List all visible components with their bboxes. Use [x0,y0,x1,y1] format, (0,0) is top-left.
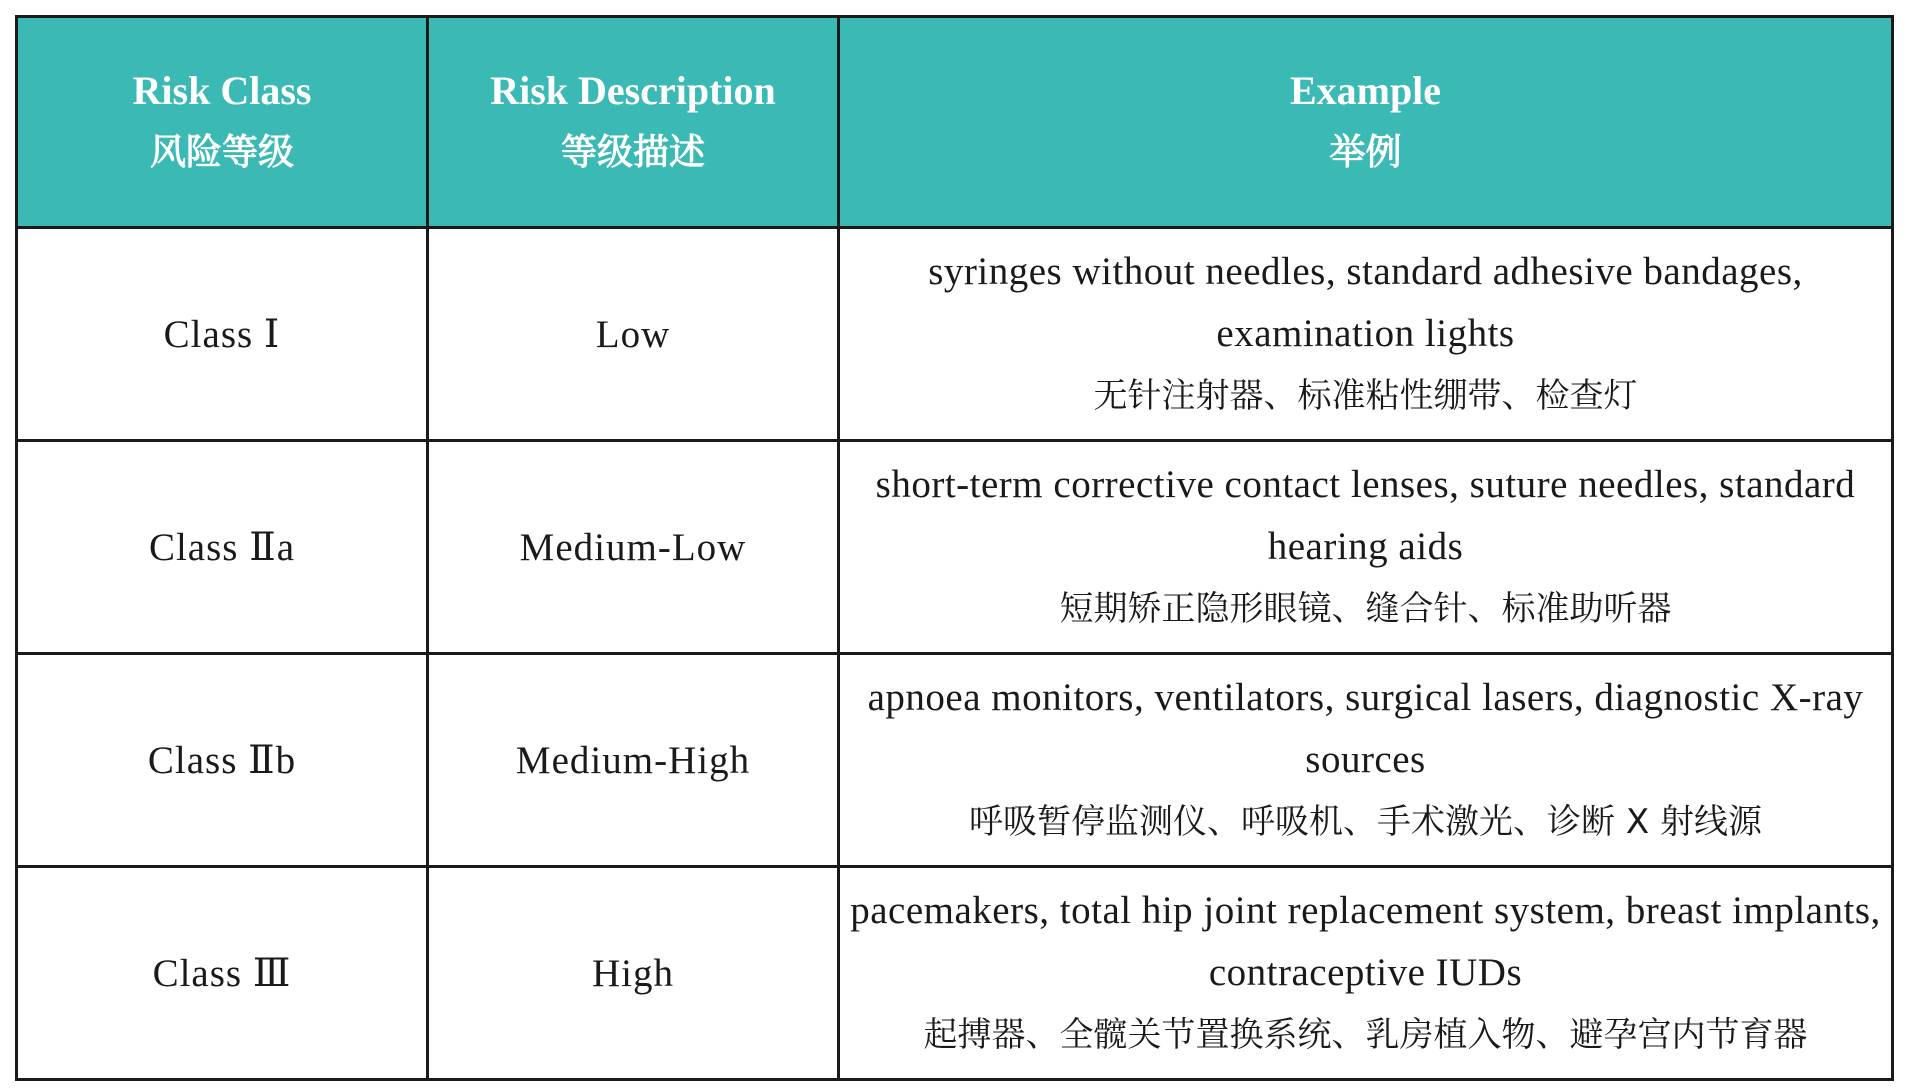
example-cell [839,228,1893,441]
risk-description-value: Medium-High [515,738,751,782]
risk-class-cell [17,867,428,1080]
header-risk-class-zh: 风险等级 [149,132,294,173]
example-en-text: syringes without needles, standard adhesive bandages, examination lights [928,250,1803,355]
risk-class-value: Class Ⅱa [148,525,296,569]
risk-class-cell [17,441,428,654]
table-row [17,228,1893,441]
table-header [17,17,1893,228]
risk-description-cell [428,867,839,1080]
example-zh-text: 呼吸暂停监测仪、呼吸机、手术激光、诊断 X 射线源 [969,802,1762,842]
risk-description-cell [428,654,839,867]
risk-class-table [15,15,1894,1081]
example-zh-text: 起搏器、全髋关节置换系统、乳房植入物、避孕宫内节育器 [923,1015,1808,1055]
header-row [17,17,1893,228]
example-cell [839,654,1893,867]
header-risk-class-en: Risk Class [132,68,312,113]
header-example-en: Example [1289,68,1442,113]
risk-description-value: Medium-Low [519,525,747,569]
example-zh-text: 短期矫正隐形眼镜、缝合针、标准助听器 [1059,589,1672,629]
table-body [17,228,1893,1080]
risk-class-value: Class Ⅲ [152,951,292,995]
example-en-text: pacemakers, total hip joint replacement system, breast implants, contraceptive IUDs [850,889,1881,994]
example-en-text: apnoea monitors, ventilators, surgical lasers, diagnostic X-ray sources [867,676,1864,781]
header-example-zh: 举例 [1329,132,1402,173]
table-row [17,654,1893,867]
example-en-text: short-term corrective contact lenses, suture needles, standard hearing aids [875,463,1856,568]
risk-description-cell [428,228,839,441]
header-example [839,17,1893,228]
risk-class-value: Class Ⅰ [163,312,281,356]
risk-description-cell [428,441,839,654]
risk-description-value: Low [595,312,671,356]
header-risk-description-en: Risk Description [490,68,776,113]
risk-class-cell [17,654,428,867]
example-cell [839,441,1893,654]
header-risk-description-zh: 等级描述 [560,132,705,173]
risk-class-cell [17,228,428,441]
risk-class-value: Class Ⅱb [147,738,297,782]
example-cell [839,867,1893,1080]
risk-description-value: High [592,951,674,995]
header-risk-description [428,17,839,228]
table-row [17,441,1893,654]
example-zh-text: 无针注射器、标准粘性绷带、检查灯 [1093,376,1638,416]
table-row [17,867,1893,1080]
header-risk-class [17,17,428,228]
